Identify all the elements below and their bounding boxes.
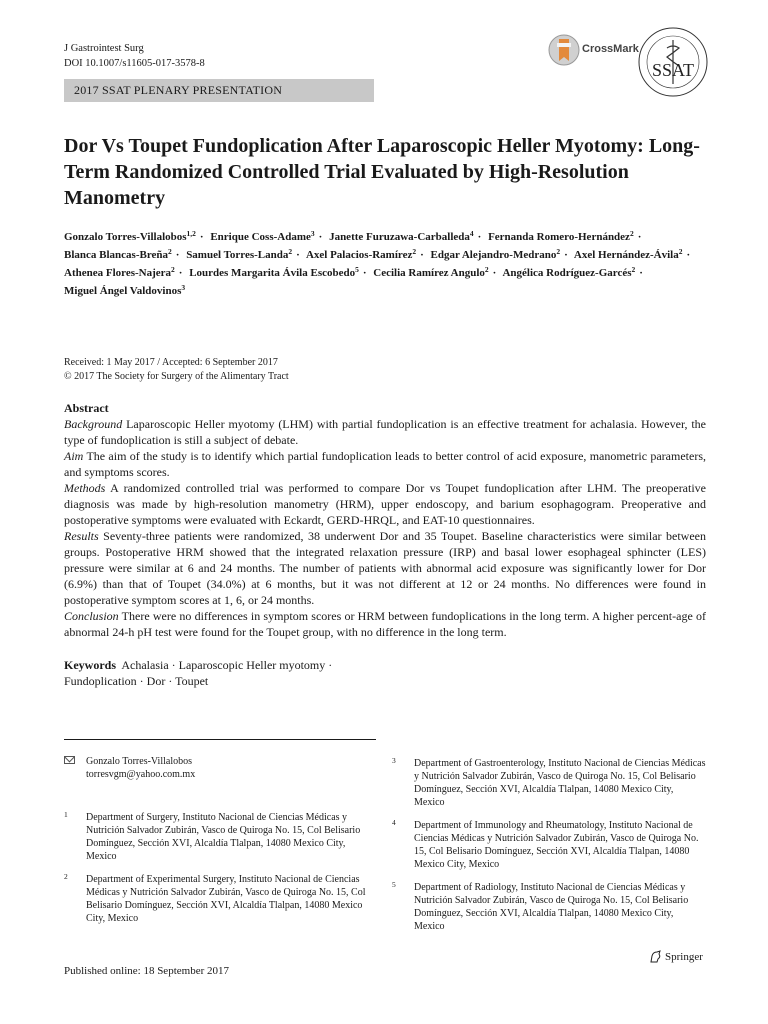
keywords <box>64 657 384 689</box>
copyright-line: © 2017 The Society for Surgery of the Alimentary Tract <box>64 371 289 382</box>
author-separator: · <box>178 267 183 279</box>
affiliation-text: Department of Gastroenterology, Instituto Nacional de Ciencias Médicas y Nutrición Salvador Zubirán, Vasco de Quiroga No. 15, Col Belisario Domínguez, Sección XVI, Alcaldía Tlalpan, 14080 Mexico City, Mexico <box>414 758 706 808</box>
article-title: Dor Vs Toupet Fundoplication After Laparoscopic Heller Myotomy: Long-Term Randomized Controlled Trial Evaluated by High-Resolution Manometry <box>64 135 700 209</box>
author-name-text: Enrique Coss-Adame <box>210 231 311 243</box>
author-name[interactable] <box>574 249 683 261</box>
abstract-section <box>64 416 706 448</box>
correspondence-name: Gonzalo Torres-Villalobos <box>86 756 192 767</box>
author-name[interactable] <box>373 267 488 279</box>
abstract-heading: Abstract <box>64 401 109 415</box>
affiliation-footnote <box>392 819 706 871</box>
author-name-text: Lourdes Margarita Ávila Escobedo <box>189 267 356 279</box>
abstract-section-text: A randomized controlled trial was performed to compare Dor vs Toupet fundoplication after LHM. The preoperative diagnosis was made by high-resolution manometry (HRM), upper endoscopy, and barium esophagogram. Preoperative and postoperative symptoms were evaluated with Eckardt, GERD-HRQL, and EAT-10 questionnaires. <box>64 481 707 527</box>
affiliation-number: 4 <box>392 818 396 827</box>
journal-name: J Gastrointest Surg <box>64 43 144 54</box>
author-separator: · <box>318 231 323 243</box>
ssat-logo-text: SSAT <box>651 60 695 80</box>
affiliation-text: Department of Surgery, Instituto Nacional de Ciencias Médicas y Nutrición Salvador Zubirán, Vasco de Quiroga No. 15, Col Belisario Domínguez, Sección XVI, Alcaldía Tlalpan, 14080 Mexico City, Mexico <box>86 812 361 862</box>
ssat-logo <box>637 26 709 98</box>
keywords-line-1: Achalasia · Laparoscopic Heller myotomy · <box>121 658 333 672</box>
abstract-section <box>64 448 706 480</box>
author-separator: · <box>477 231 482 243</box>
affiliation-number: 2 <box>64 872 68 881</box>
keywords-line-2: Fundoplication · Dor · Toupet <box>64 674 209 688</box>
springer-label: Springer <box>665 951 703 963</box>
author-name[interactable] <box>431 249 561 261</box>
affiliation-text: Department of Experimental Surgery, Instituto Nacional de Ciencias Médicas y Nutrición Salvador Zubirán, Vasco de Quiroga No. 15, Col Belisario Domínguez, Sección XVI, Alcaldía Tlalpan, 14080 Mexico City, Mexico <box>86 874 366 924</box>
author-affiliation-marker: 2 <box>412 247 417 256</box>
affiliations-left <box>64 811 374 935</box>
article-dates <box>64 356 289 384</box>
footnote-divider <box>64 739 376 740</box>
affiliation-number: 1 <box>64 810 68 819</box>
author-list <box>64 228 704 300</box>
crossmark-icon <box>548 30 580 70</box>
affiliation-footnote <box>392 881 706 933</box>
presentation-banner: 2017 SSAT PLENARY PRESENTATION <box>64 79 374 102</box>
author-name-text: Athenea Flores-Najera <box>64 267 172 279</box>
affiliation-footnote <box>64 811 374 863</box>
author-name-text: Edgar Alejandro-Medrano <box>430 249 557 261</box>
abstract-section-label: Results <box>64 529 99 543</box>
author-separator: · <box>296 249 300 261</box>
affiliation-footnote <box>392 757 706 809</box>
author-affiliation-marker: 2 <box>484 265 489 274</box>
author-name[interactable] <box>186 249 292 261</box>
author-name-text: Fernanda Romero-Hernández <box>488 231 630 243</box>
affiliation-number: 5 <box>392 880 396 889</box>
author-affiliation-marker: 2 <box>168 247 172 256</box>
author-name[interactable] <box>64 267 175 279</box>
springer-horse-icon <box>649 950 662 963</box>
doi-link[interactable]: DOI 10.1007/s11605-017-3578-8 <box>64 58 205 69</box>
author-name[interactable] <box>64 249 172 261</box>
abstract-section-label: Background <box>64 417 123 431</box>
author-affiliation-marker: 2 <box>288 247 293 256</box>
springer-logo <box>649 950 703 963</box>
author-separator: · <box>175 249 180 261</box>
author-affiliation-marker: 2 <box>629 229 634 238</box>
abstract-section <box>64 528 706 608</box>
abstract <box>64 400 706 640</box>
abstract-section-label: Aim <box>64 449 84 463</box>
author-affiliation-marker: 2 <box>171 265 175 274</box>
author-name-text: Miguel Ángel Valdovinos <box>64 285 182 297</box>
author-name[interactable] <box>329 231 474 243</box>
abstract-section-label: Methods <box>64 481 106 495</box>
author-name-text: Blanca Blancas-Breña <box>64 249 169 261</box>
author-separator: · <box>420 249 424 261</box>
published-online-date: Published online: 18 September 2017 <box>64 965 229 977</box>
author-affiliation-marker: 2 <box>631 265 636 274</box>
author-name-text: Gonzalo Torres-Villalobos <box>64 231 187 243</box>
author-separator: · <box>492 267 497 279</box>
affiliation-text: Department of Immunology and Rheumatology, Instituto Nacional de Ciencias Médicas y Nutrición Salvador Zubirán, Vasco de Quiroga No. 15, Col Belisario Domínguez, Sección XVI, Alcaldía Tlalpan, 14080 Mexico City, Mexico <box>414 820 699 870</box>
author-separator: · <box>564 249 568 261</box>
author-affiliation-marker: 4 <box>469 229 474 238</box>
author-separator: · <box>362 267 367 279</box>
author-separator: · <box>639 267 643 279</box>
crossmark-badge[interactable] <box>548 30 648 70</box>
abstract-section-text: The aim of the study is to identify which partial fundoplication leads to better control of acid exposure, manometric parameters, and symptoms scores. <box>64 449 706 479</box>
author-separator: · <box>199 231 204 243</box>
author-name[interactable] <box>502 267 635 279</box>
author-name[interactable] <box>64 231 196 243</box>
author-separator: · <box>686 249 691 261</box>
received-accepted-dates: Received: 1 May 2017 / Accepted: 6 September 2017 <box>64 357 278 368</box>
abstract-section-label: Conclusion <box>64 609 119 623</box>
envelope-icon <box>64 756 75 764</box>
author-separator: · <box>637 231 642 243</box>
author-affiliation-marker: 3 <box>181 283 186 292</box>
abstract-section-text: Seventy-three patients were randomized, 38 underwent Dor and 35 Toupet. Baseline characteristics were similar between groups. Postoperative HRM showed that the integrated relaxation pressure (IRP) and basal lower esophageal sphincter (LES) pressure were similar at 6 and 24 months. The number of patients with abnormal acid exposure was significantly lower for Dor (6.9%) than that of Toupet (34.0%) at 6 months, but it was not different at 12 or 24 months. No differences were found in postoperative symptom scores at 1, 6, or 24 months. <box>64 529 706 607</box>
author-name-text: Axel Palacios-Ramírez <box>305 249 413 261</box>
author-name[interactable] <box>488 231 634 243</box>
author-name-text: Samuel Torres-Landa <box>186 249 289 261</box>
author-name[interactable] <box>189 267 359 279</box>
abstract-body <box>64 416 706 640</box>
author-name-text: Angélica Rodríguez-Garcés <box>502 267 632 279</box>
correspondence-email[interactable]: torresvgm@yahoo.com.mx <box>86 769 196 780</box>
correspondence <box>64 755 374 781</box>
author-affiliation-marker: 5 <box>355 265 359 274</box>
abstract-section <box>64 480 706 528</box>
affiliations-right <box>392 757 706 943</box>
author-name[interactable] <box>306 249 416 261</box>
abstract-section-text: There were no differences in symptom scores or HRM between fundoplications in the long term. A higher percent-age of abnormal 24-h pH test were found for the Toupet group, with no difference in the long term. <box>64 609 706 639</box>
affiliation-number: 3 <box>392 756 396 765</box>
affiliation-footnote <box>64 873 374 925</box>
crossmark-label: CrossMark <box>582 43 639 55</box>
author-affiliation-marker: 2 <box>678 247 683 256</box>
author-affiliation-marker: 2 <box>556 247 561 256</box>
author-name-text: Cecilia Ramírez Angulo <box>373 267 485 279</box>
author-name-text: Axel Hernández-Ávila <box>573 249 679 261</box>
keywords-heading: Keywords <box>64 658 116 672</box>
author-name-text: Janette Furuzawa-Carballeda <box>329 231 470 243</box>
author-name[interactable] <box>64 285 185 297</box>
author-affiliation-marker: 1,2 <box>186 229 196 238</box>
author-affiliation-marker: 3 <box>310 229 315 238</box>
author-name[interactable] <box>210 231 314 243</box>
abstract-section-text: Laparoscopic Heller myotomy (LHM) with partial fundoplication is an effective treatment for achalasia. However, the type of fundoplication is still a subject of debate. <box>64 417 706 447</box>
abstract-section <box>64 608 706 640</box>
affiliation-text: Department of Radiology, Instituto Nacional de Ciencias Médicas y Nutrición Salvador Zubirán, Vasco de Quiroga No. 15, Col Belisario Domínguez, Sección XVI, Alcaldía Tlalpan, 14080 Mexico City, Mexico <box>414 882 689 932</box>
